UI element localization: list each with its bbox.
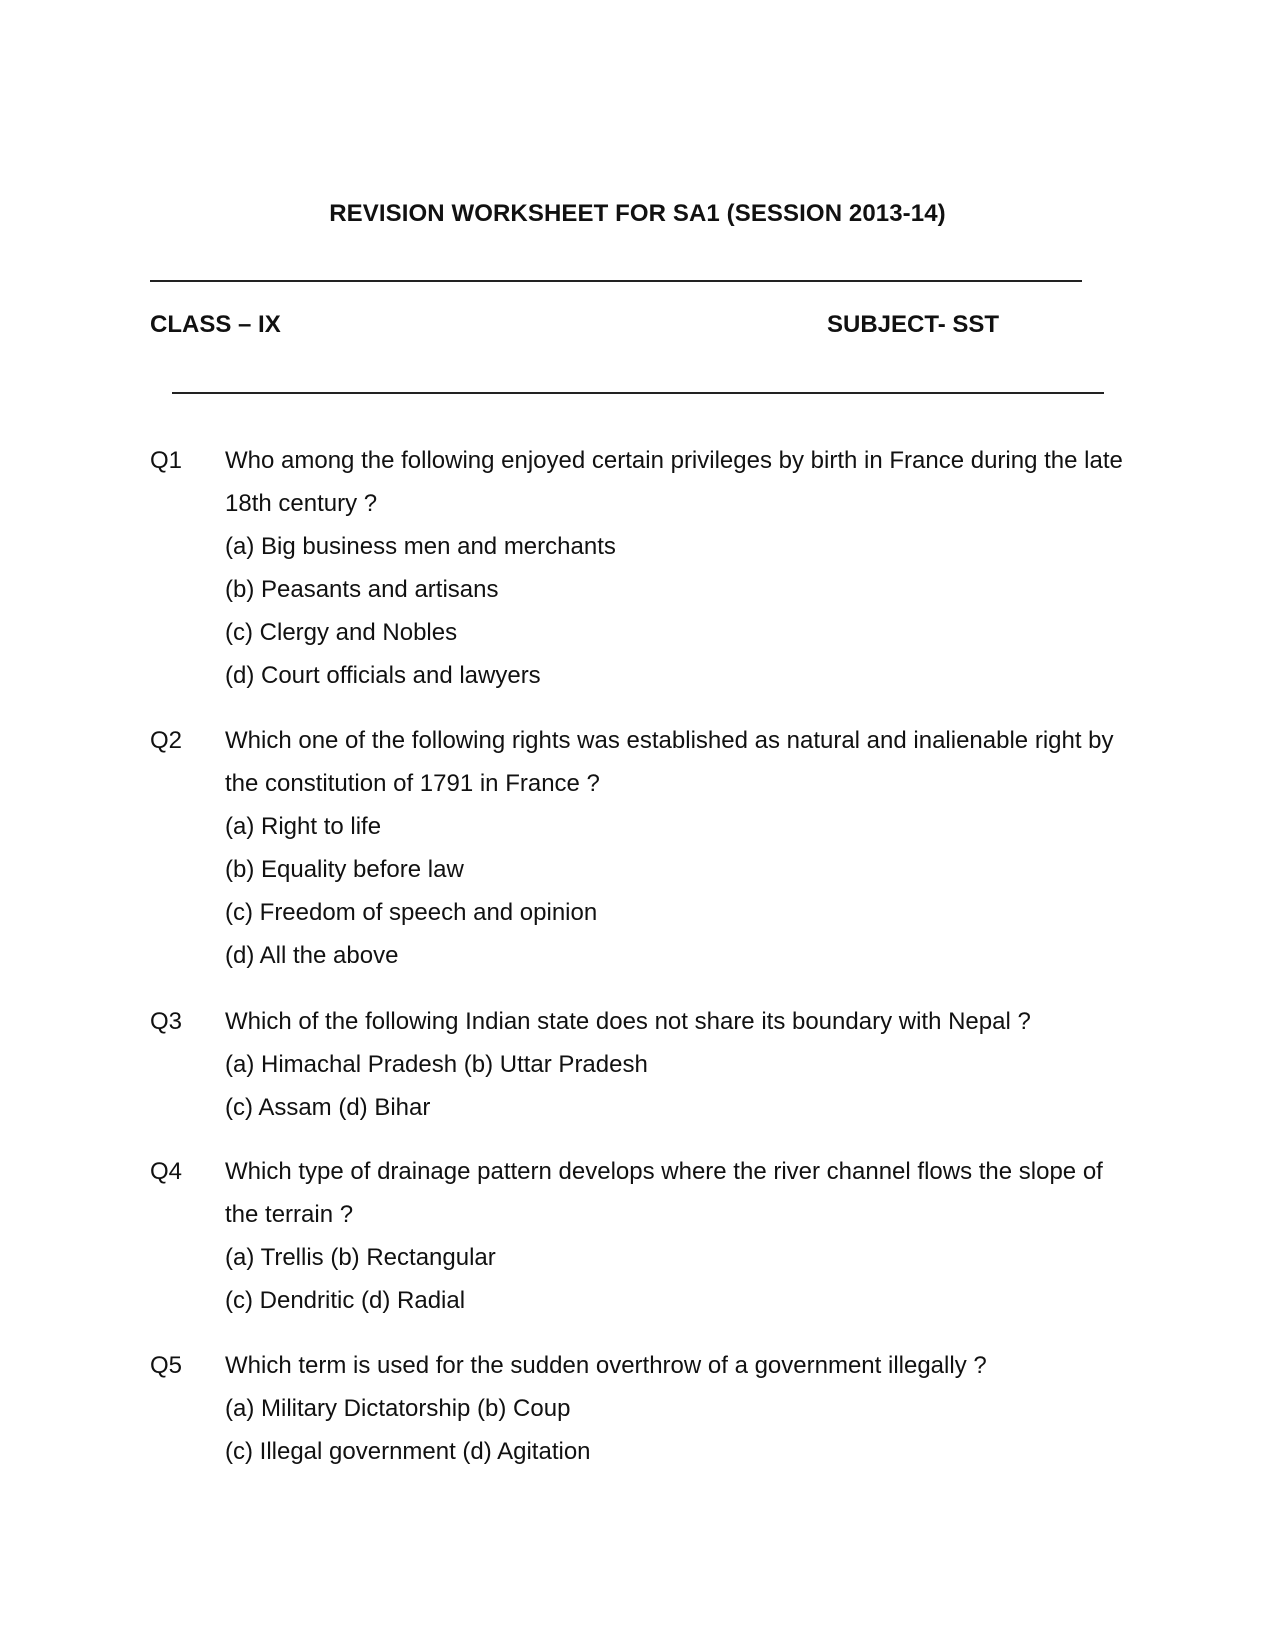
option-row-2: (c) Dendritic (d) Radial: [225, 1287, 466, 1314]
option-d: (d) Court officials and lawyers: [225, 662, 541, 689]
question-text: Which of the following Indian state does not share its boundary with Nepal ?: [225, 1008, 1031, 1035]
class-label: CLASS – IX: [150, 311, 281, 338]
subject-label: SUBJECT- SST: [827, 311, 1000, 338]
question-number: Q2: [150, 727, 183, 754]
option-a: (a) Big business men and merchants: [225, 533, 616, 560]
question-text: Who among the following enjoyed certain privileges by birth in France during the late 18th century ?: [225, 447, 1123, 517]
worksheet-title: REVISION WORKSHEET FOR SA1 (SESSION 2013-14): [329, 200, 946, 227]
option-c: (c) Freedom of speech and opinion: [225, 899, 598, 926]
question-text: Which one of the following rights was established as natural and inalienable right by the constitution of 1791 in France ?: [225, 727, 1114, 797]
question-number: Q3: [150, 1008, 183, 1035]
question-5: [150, 1344, 1130, 1473]
header-divider-bottom: [172, 392, 1104, 394]
question-3: [150, 1000, 1130, 1129]
option-b: (b) Peasants and artisans: [225, 576, 499, 603]
question-text: Which term is used for the sudden overthrow of a government illegally ?: [225, 1352, 987, 1379]
question-number: Q1: [150, 447, 183, 474]
question-number: Q5: [150, 1352, 183, 1379]
question-1: [150, 439, 1130, 697]
question-text: Which type of drainage pattern develops where the river channel flows the slope of the terrain ?: [225, 1158, 1103, 1228]
option-b: (b) Equality before law: [225, 856, 464, 883]
option-row-1: (a) Trellis (b) Rectangular: [225, 1244, 496, 1271]
question-4: [150, 1150, 1130, 1322]
option-c: (c) Clergy and Nobles: [225, 619, 458, 646]
option-a: (a) Right to life: [225, 813, 382, 840]
header-divider-top: [150, 280, 1082, 282]
option-d: (d) All the above: [225, 942, 399, 969]
option-row-2: (c) Assam (d) Bihar: [225, 1094, 431, 1121]
option-row-1: (a) Military Dictatorship (b) Coup: [225, 1395, 571, 1422]
option-row-2: (c) Illegal government (d) Agitation: [225, 1438, 591, 1465]
question-2: [150, 719, 1130, 977]
question-number: Q4: [150, 1158, 183, 1185]
option-row-1: (a) Himachal Pradesh (b) Uttar Pradesh: [225, 1051, 648, 1078]
